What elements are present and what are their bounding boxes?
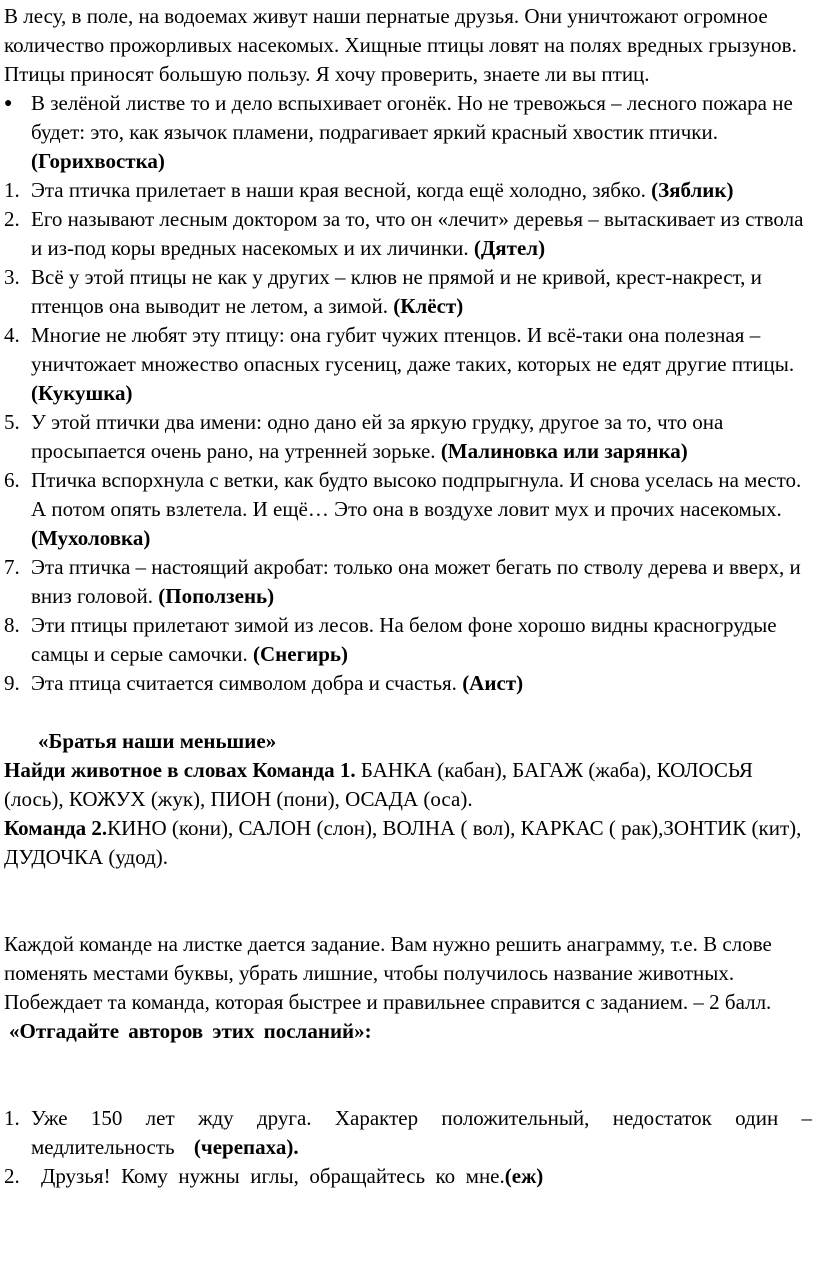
riddle-answer: (Аист) [462, 671, 524, 695]
list-number: 2. [4, 207, 20, 231]
list-item [4, 1104, 812, 1162]
riddle-answer: (Зяблик) [651, 178, 734, 202]
list-item [4, 263, 812, 321]
list-item [4, 466, 812, 553]
team-1-words: БАНКА (кабан), БАГАЖ (жаба), КОЛОСЬЯ (лось), КОЖУХ (жук), ПИОН (пони), ОСАДА (оса). [4, 758, 753, 811]
message-answer: (черепаха). [193, 1135, 299, 1159]
list-item [4, 669, 812, 698]
riddle-answer: (Горихвостка) [31, 149, 165, 173]
riddle-text: Его называют лесным доктором за то, что он «лечит» деревья – вытаскивает из ствола и из-под коры вредных насекомых и их личинки. [31, 207, 804, 260]
riddle-text: У этой птички два имени: одно дано ей за яркую грудку, другое за то, что она просыпается очень рано, на утренней зорьке. [31, 410, 724, 463]
team-1-label: Найди животное в словах Команда 1. [4, 758, 356, 782]
list-item [4, 553, 812, 611]
team-2-words: КИНО (кони), САЛОН (слон), ВОЛНА ( вол), КАРКАС ( рак),ЗОНТИК (кит), ДУДОЧКА (удод). [4, 816, 802, 869]
team-1-paragraph [4, 756, 812, 814]
bullet-list [4, 89, 812, 176]
list-number: 7. [4, 555, 20, 579]
list-item [4, 176, 812, 205]
team-2-paragraph [4, 814, 812, 872]
section-heading-text: «Братья наши меньшие» [38, 729, 277, 753]
riddle-text: Эта птичка – настоящий акробат: только она может бегать по стволу дерева и вверх, и вниз головой. [31, 555, 801, 608]
message-answer: (еж) [504, 1164, 544, 1188]
bullet-icon: ● [4, 96, 13, 111]
list-item [4, 89, 812, 176]
list-number: 1. [4, 178, 20, 202]
riddle-text: В зелёной листве то и дело вспыхивает огонёк. Но не тревожься – лесного пожара не будет: это, как язычок пламени, подрагивает яркий красный хвостик птички. [31, 91, 793, 144]
message-text: Уже 150 лет жду друга. Характер положительный, недостаток один – медлительность [31, 1106, 812, 1159]
spacer [4, 872, 812, 930]
riddle-text: Эта птица считается символом добра и счастья. [31, 671, 457, 695]
riddle-text: Всё у этой птицы не как у других – клюв не прямой и не кривой, крест-накрест, и птенцов она выводит не летом, а зимой. [31, 265, 762, 318]
riddle-answer: (Снегирь) [253, 642, 348, 666]
section-heading [4, 727, 812, 756]
messages-list [4, 1104, 812, 1191]
intro-paragraph: В лесу, в поле, на водоемах живут наши пернатые друзья. Они уничтожают огромное количество прожорливых насекомых. Хищные птицы ловят на полях вредных грызунов. Птицы приносят большую пользу. Я хочу проверить, знаете ли вы птиц. [4, 4, 797, 86]
spacer [4, 698, 812, 727]
riddle-text: Эта птичка прилетает в наши края весной, когда ещё холодно, зябко. [31, 178, 646, 202]
riddle-text: Птичка вспорхнула с ветки, как будто высоко подпрыгнула. И снова уселась на место. А потом опять взлетела. И ещё… Это она в воздухе ловит мух и прочих насекомых. [31, 468, 802, 521]
list-number: 6. [4, 468, 20, 492]
message-text: Друзья! Кому нужны иглы, обращайтесь ко мне. [41, 1164, 505, 1188]
riddle-answer: (Кукушка) [31, 381, 133, 405]
riddle-text: Эти птицы прилетают зимой из лесов. На белом фоне хорошо видны красногрудые самцы и серые самочки. [31, 613, 777, 666]
riddle-answer: (Поползень) [158, 584, 275, 608]
riddle-answer: (Дятел) [473, 236, 546, 260]
list-item [4, 205, 812, 263]
list-number: 1. [4, 1106, 20, 1130]
riddle-list [4, 176, 812, 698]
list-item [4, 1162, 812, 1191]
list-item [4, 321, 812, 408]
riddle-answer: (Мухоловка) [31, 526, 151, 550]
list-number: 4. [4, 323, 20, 347]
list-item [4, 611, 812, 669]
list-item [4, 408, 812, 466]
list-number: 9. [4, 671, 20, 695]
list-number: 5. [4, 410, 20, 434]
task-paragraph: Каждой команде на листке дается задание. Вам нужно решить анаграмму, т.е. В слове поменять местами буквы, убрать лишние, чтобы получилось название животных. Побеждает та команда, которая быстрее и правильнее справится с заданием. – 2 балл. [4, 932, 772, 1014]
list-number: 8. [4, 613, 20, 637]
team-2-label: Команда 2. [4, 816, 108, 840]
list-number: 3. [4, 265, 20, 289]
riddle-answer: (Клёст) [393, 294, 464, 318]
spacer [4, 1046, 812, 1104]
list-number: 2. [4, 1164, 20, 1188]
riddle-answer: (Малиновка или зарянка) [440, 439, 688, 463]
riddle-text: Многие не любят эту птицу: она губит чужих птенцов. И всё-таки она полезная – уничтожает множество опасных гусениц, даже таких, которых не едят другие птицы. [31, 323, 795, 376]
section-heading-text: «Отгадайте авторов этих посланий»: [9, 1019, 372, 1043]
section-heading [4, 1017, 812, 1046]
